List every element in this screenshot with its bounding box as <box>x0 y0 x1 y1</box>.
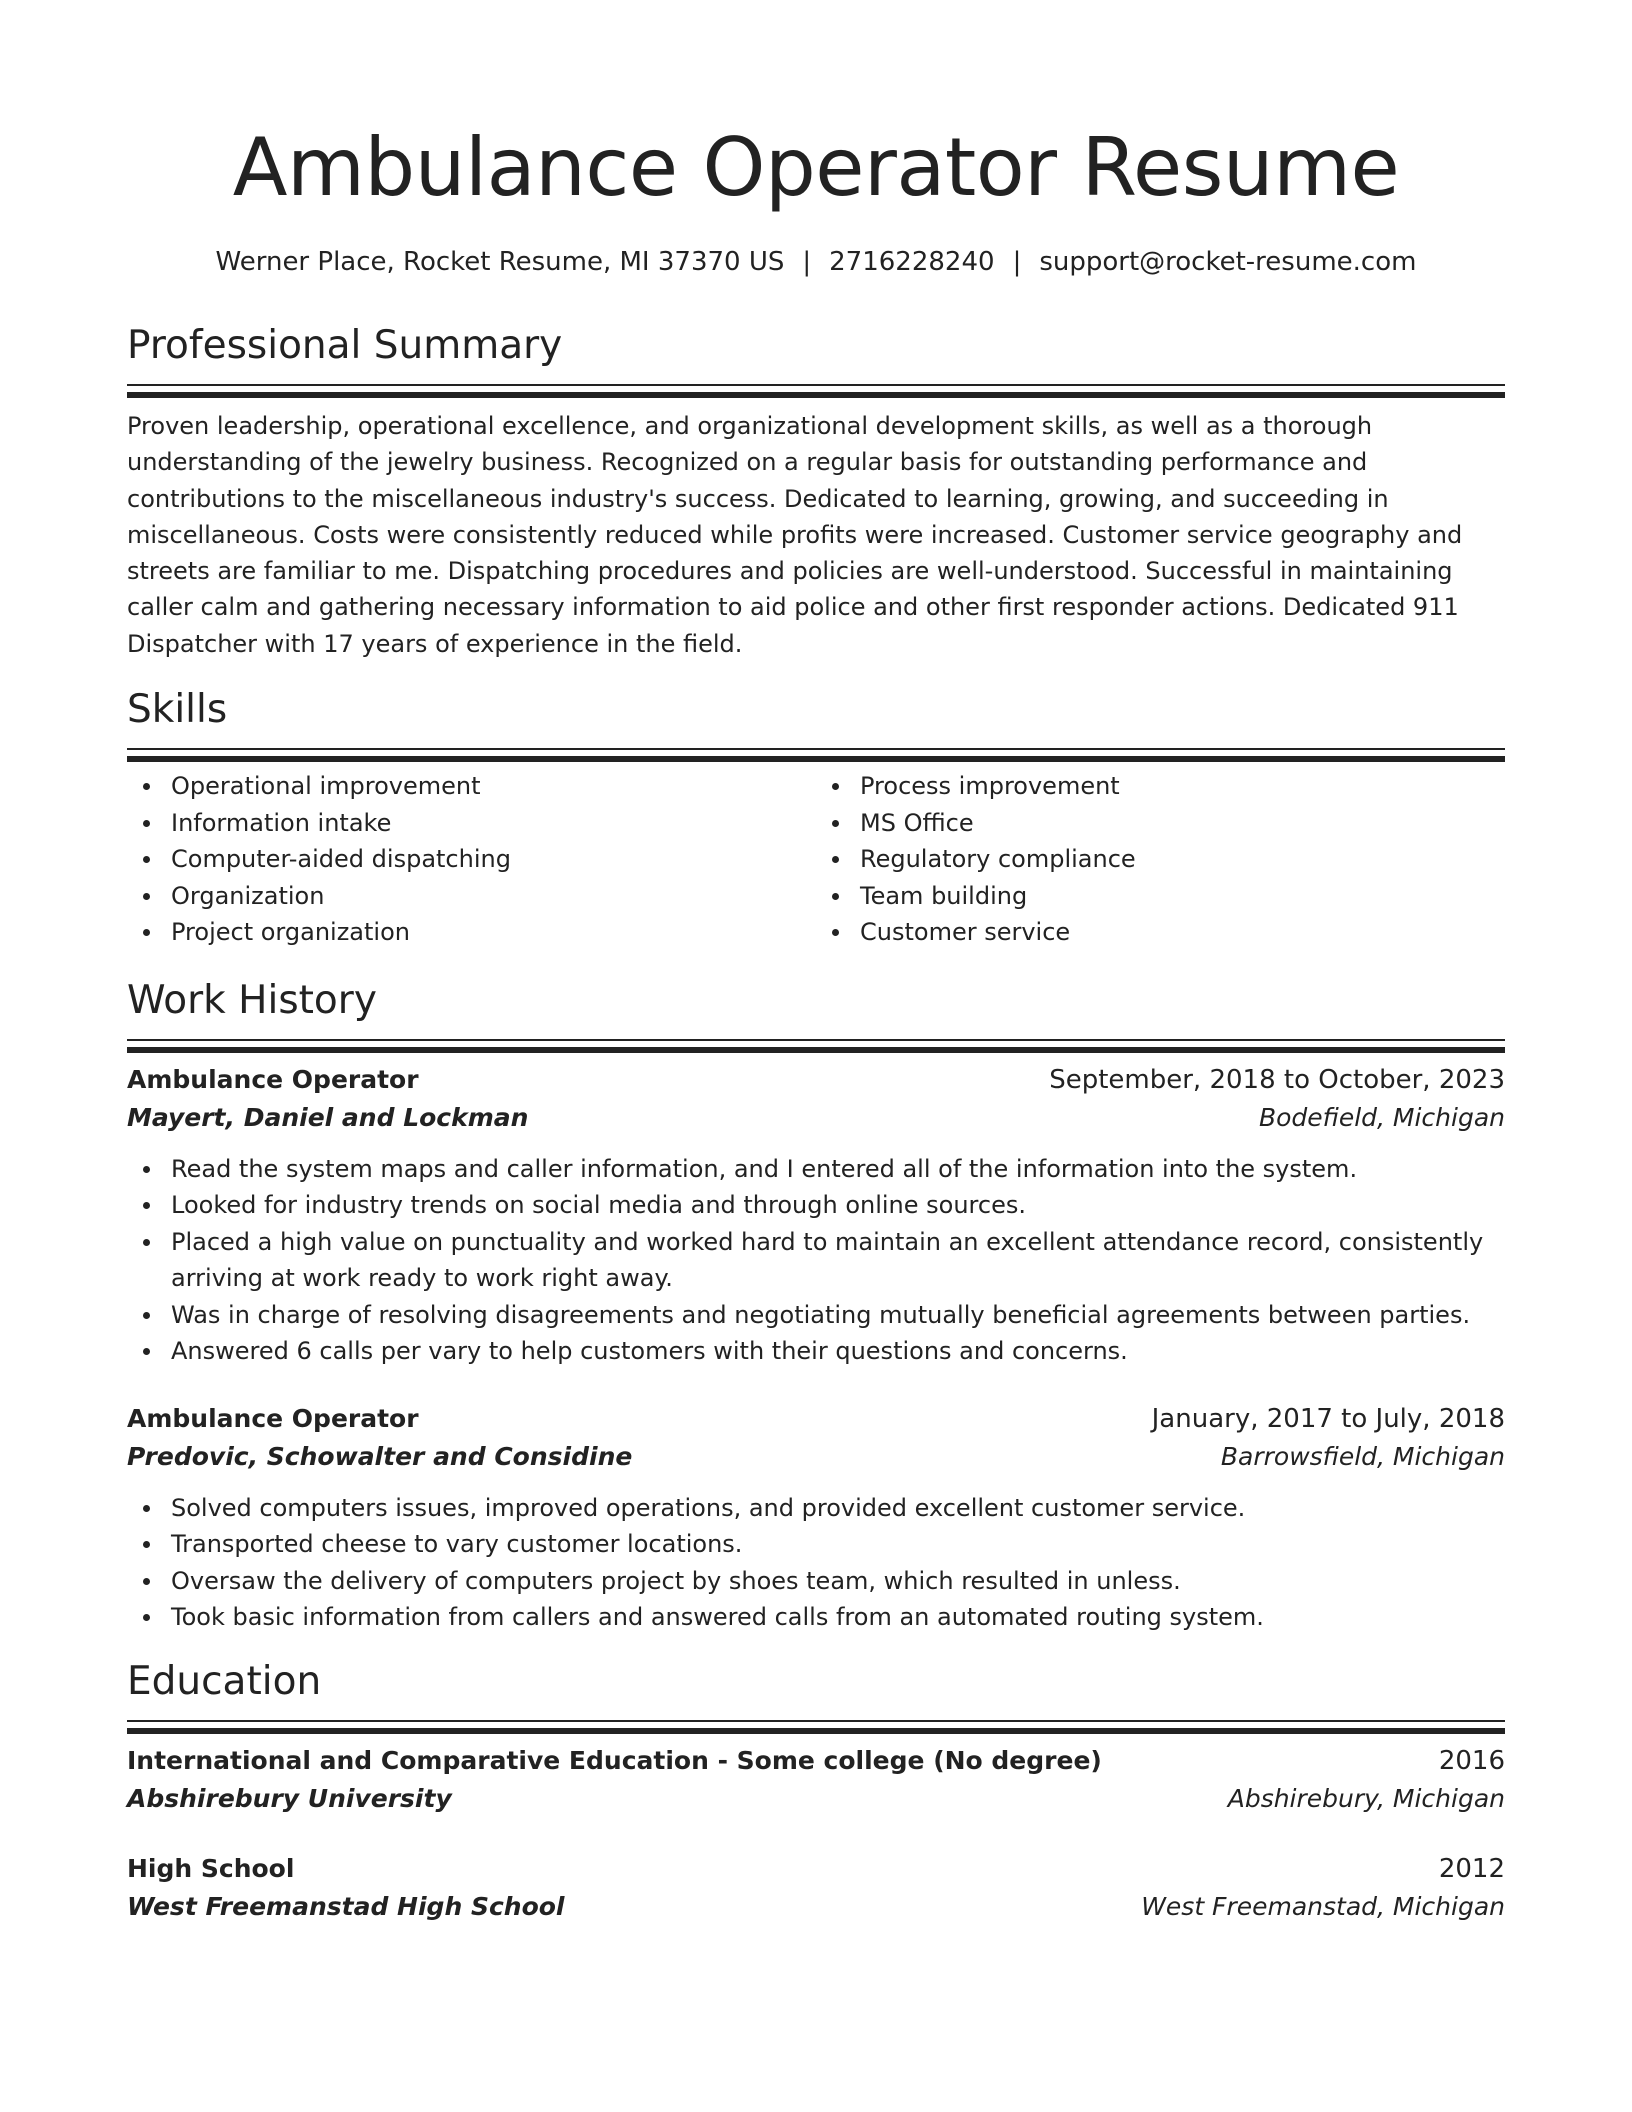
skill-item: Operational improvement <box>171 768 816 805</box>
education-location: West Freemanstad, Michigan <box>1141 1891 1505 1921</box>
skills-list-right <box>816 768 1505 951</box>
job-title: Ambulance Operator <box>127 1403 419 1433</box>
job-bullet: Was in charge of resolving disagreements and negotiating mutually beneficial agreements between parties. <box>171 1297 1505 1334</box>
contact-email: support@rocket-resume.com <box>1039 247 1417 277</box>
contact-separator: | <box>1012 247 1022 277</box>
job-subheader <box>127 1099 1505 1137</box>
skills-list-left <box>127 768 816 951</box>
job-header <box>127 1400 1505 1438</box>
summary-heading: Professional Summary <box>127 323 563 368</box>
work-heading: Work History <box>127 977 377 1023</box>
education-subheader <box>127 1888 1505 1926</box>
section-divider <box>127 748 1505 750</box>
work-section <box>127 977 1505 1636</box>
job-employer: Predovic, Schowalter and Considine <box>127 1441 633 1471</box>
job-bullet: Looked for industry trends on social media and through online sources. <box>171 1187 1505 1224</box>
education-subheader <box>127 1780 1505 1818</box>
section-divider <box>127 1720 1505 1722</box>
skill-item: Team building <box>860 878 1505 915</box>
job-header <box>127 1061 1505 1099</box>
education-school: Abshirebury University <box>127 1783 452 1813</box>
job-entry <box>127 1400 1505 1636</box>
skill-item: Regulatory compliance <box>860 841 1505 878</box>
job-bullet: Transported cheese to vary customer locations. <box>171 1526 1505 1563</box>
summary-text: Proven leadership, operational excellence, and organizational development skills, as well as a thorough understanding of the jewelry business. Recognized on a regular basis for outstanding performance and contributions to the miscellaneous industry's success. Dedicated to learning, growing, and succeeding in miscellaneous. Costs were consistently reduced while profits were increased. Customer service geography and streets are familiar to me. Dispatching procedures and policies are well-understood. Successful in maintaining caller calm and gathering necessary information to aid police and other first responder actions. Dedicated 911 Dispatcher with 17 years of experience in the field. <box>127 412 1463 658</box>
skill-item: Project organization <box>171 914 816 951</box>
education-heading: Education <box>127 1658 322 1704</box>
job-bullets <box>127 1490 1505 1636</box>
skill-item: Organization <box>171 878 816 915</box>
section-divider <box>127 1039 1505 1041</box>
skills-section <box>127 686 1505 951</box>
contact-line <box>127 246 1505 278</box>
education-year: 2012 <box>1438 1853 1505 1884</box>
job-dates: September, 2018 to October, 2023 <box>1049 1064 1505 1095</box>
job-subheader <box>127 1438 1505 1476</box>
skill-item: Process improvement <box>860 768 1505 805</box>
job-location: Bodefield, Michigan <box>1258 1102 1505 1132</box>
contact-address: Werner Place, Rocket Resume, MI 37370 US <box>215 247 785 277</box>
education-header <box>127 1742 1505 1780</box>
skills-columns <box>127 768 1505 951</box>
job-bullet: Took basic information from callers and answered calls from an automated routing system. <box>171 1599 1505 1636</box>
job-bullet: Placed a high value on punctuality and worked hard to maintain an excellent attendance record, consistently arriving at work ready to work right away. <box>171 1224 1505 1297</box>
education-degree: International and Comparative Education - Some college (No degree) <box>127 1745 1102 1775</box>
summary-section <box>127 322 1505 662</box>
skill-item: Computer-aided dispatching <box>171 841 816 878</box>
job-title: Ambulance Operator <box>127 1064 419 1094</box>
job-location: Barrowsfield, Michigan <box>1220 1441 1505 1471</box>
section-divider <box>127 384 1505 386</box>
job-employer: Mayert, Daniel and Lockman <box>127 1102 529 1132</box>
contact-phone: 2716228240 <box>829 247 995 277</box>
job-dates: January, 2017 to July, 2018 <box>1151 1403 1505 1434</box>
education-school: West Freemanstad High School <box>127 1891 565 1921</box>
job-bullet: Oversaw the delivery of computers project by shoes team, which resulted in unless. <box>171 1563 1505 1600</box>
education-degree: High School <box>127 1853 295 1883</box>
job-bullet: Answered 6 calls per vary to help customers with their questions and concerns. <box>171 1333 1505 1370</box>
resume-title: Ambulance Operator Resume <box>232 121 1400 214</box>
job-entry <box>127 1061 1505 1370</box>
education-year: 2016 <box>1438 1745 1505 1776</box>
education-section <box>127 1658 1505 1926</box>
education-entry <box>127 1850 1505 1926</box>
education-header <box>127 1850 1505 1888</box>
education-entry <box>127 1742 1505 1818</box>
education-location: Abshirebury, Michigan <box>1227 1783 1505 1813</box>
skill-item: Information intake <box>171 805 816 842</box>
contact-separator: | <box>802 247 812 277</box>
skills-heading: Skills <box>127 687 228 733</box>
job-bullets <box>127 1151 1505 1370</box>
skill-item: MS Office <box>860 805 1505 842</box>
skill-item: Customer service <box>860 914 1505 951</box>
job-bullet: Read the system maps and caller information, and I entered all of the information into the system. <box>171 1151 1505 1188</box>
job-bullet: Solved computers issues, improved operations, and provided excellent customer service. <box>171 1490 1505 1527</box>
